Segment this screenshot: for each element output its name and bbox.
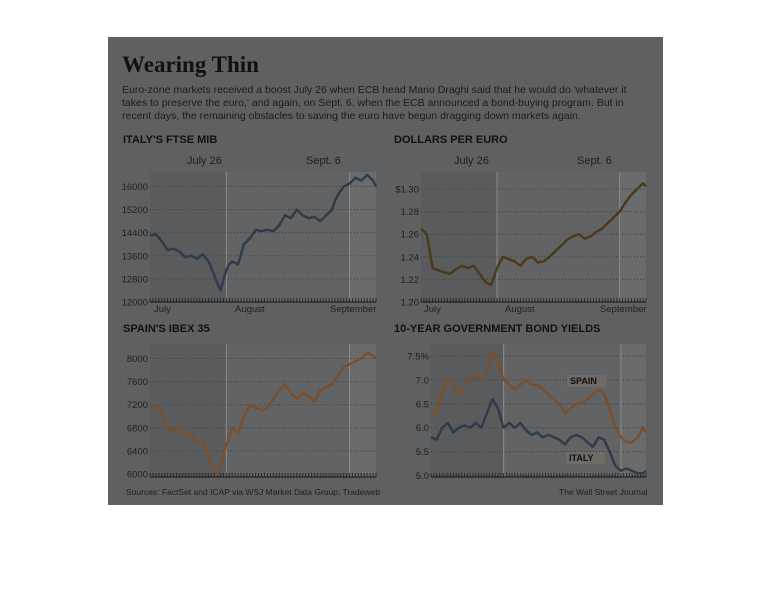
y-tick-label: 6000 bbox=[126, 469, 148, 481]
plot-band bbox=[226, 172, 349, 302]
y-tick-label: 6.0 bbox=[415, 423, 429, 435]
y-tick-label: 7200 bbox=[126, 400, 148, 412]
y-tick-label: 13600 bbox=[121, 251, 148, 263]
plot-band bbox=[497, 172, 620, 302]
y-tick-label: 12800 bbox=[121, 274, 148, 286]
y-tick-label: 1.22 bbox=[400, 274, 419, 286]
series-label: ITALY bbox=[569, 453, 594, 463]
chart-title-bonds: 10-YEAR GOVERNMENT BOND YIELDS bbox=[394, 323, 601, 335]
plot-band bbox=[226, 344, 349, 477]
plot-band bbox=[621, 344, 646, 477]
month-label: August bbox=[235, 304, 265, 315]
y-tick-label: $1.30 bbox=[395, 184, 419, 196]
month-label: July bbox=[424, 304, 441, 315]
chart-title-ftse: ITALY'S FTSE MIB bbox=[123, 134, 218, 146]
y-tick-label: 1.24 bbox=[400, 252, 419, 264]
y-tick-label: 6800 bbox=[126, 423, 148, 435]
y-tick-label: 7.5% bbox=[407, 351, 429, 363]
y-tick-label: 1.26 bbox=[400, 229, 419, 241]
chart-title-ibex: SPAIN'S IBEX 35 bbox=[123, 323, 210, 335]
y-tick-label: 15200 bbox=[121, 205, 148, 217]
chart-1 bbox=[395, 172, 646, 315]
chart-3 bbox=[407, 344, 646, 482]
y-tick-label: 6400 bbox=[126, 446, 148, 458]
y-tick-label: 14400 bbox=[121, 228, 148, 240]
month-label: August bbox=[505, 304, 535, 315]
page-title: Wearing Thin bbox=[122, 52, 259, 77]
y-tick-label: 5.0 bbox=[415, 471, 429, 483]
event-label-sept6: Sept. 6 bbox=[577, 155, 612, 167]
y-tick-label: 7600 bbox=[126, 377, 148, 389]
y-tick-label: 5.5 bbox=[415, 447, 429, 459]
plot-band bbox=[620, 172, 646, 302]
credit-note: The Wall Street Journal bbox=[559, 487, 648, 497]
y-tick-label: 12000 bbox=[121, 297, 148, 309]
chart-title-euro: DOLLARS PER EURO bbox=[394, 134, 508, 146]
event-label-sept6: Sept. 6 bbox=[306, 155, 341, 167]
event-label-july26: July 26 bbox=[454, 155, 489, 167]
series-label: SPAIN bbox=[570, 376, 597, 386]
plot-band bbox=[350, 344, 376, 477]
plot-band bbox=[150, 172, 226, 302]
chart-0 bbox=[122, 172, 377, 315]
month-label: September bbox=[330, 304, 377, 315]
event-label-july26: July 26 bbox=[187, 155, 222, 167]
y-tick-label: 8000 bbox=[126, 353, 148, 365]
plot-band bbox=[350, 172, 376, 302]
chart-2 bbox=[127, 344, 376, 481]
y-tick-label: 6.5 bbox=[415, 399, 429, 411]
y-tick-label: 1.20 bbox=[400, 297, 419, 309]
month-label: September bbox=[600, 304, 647, 315]
y-tick-label: 7.0 bbox=[415, 375, 429, 387]
plot-band bbox=[431, 344, 504, 477]
sources-note: Sources: FactSet and ICAP via WSJ Market Data Group; Tradeweb bbox=[126, 487, 381, 497]
y-tick-label: 1.28 bbox=[400, 207, 419, 219]
month-label: July bbox=[154, 304, 171, 315]
y-tick-label: 16000 bbox=[121, 181, 148, 193]
intro-text: Euro-zone markets received a boost July 26 when ECB head Mario Draghi said that he would do 'whatever it takes to preserve the euro,' and again, on Sept. 6. when the ECB announced a bond-buying program. But in recent days, the remaining obstacles to saving the euro have begun dragging down markets again. bbox=[122, 84, 627, 122]
